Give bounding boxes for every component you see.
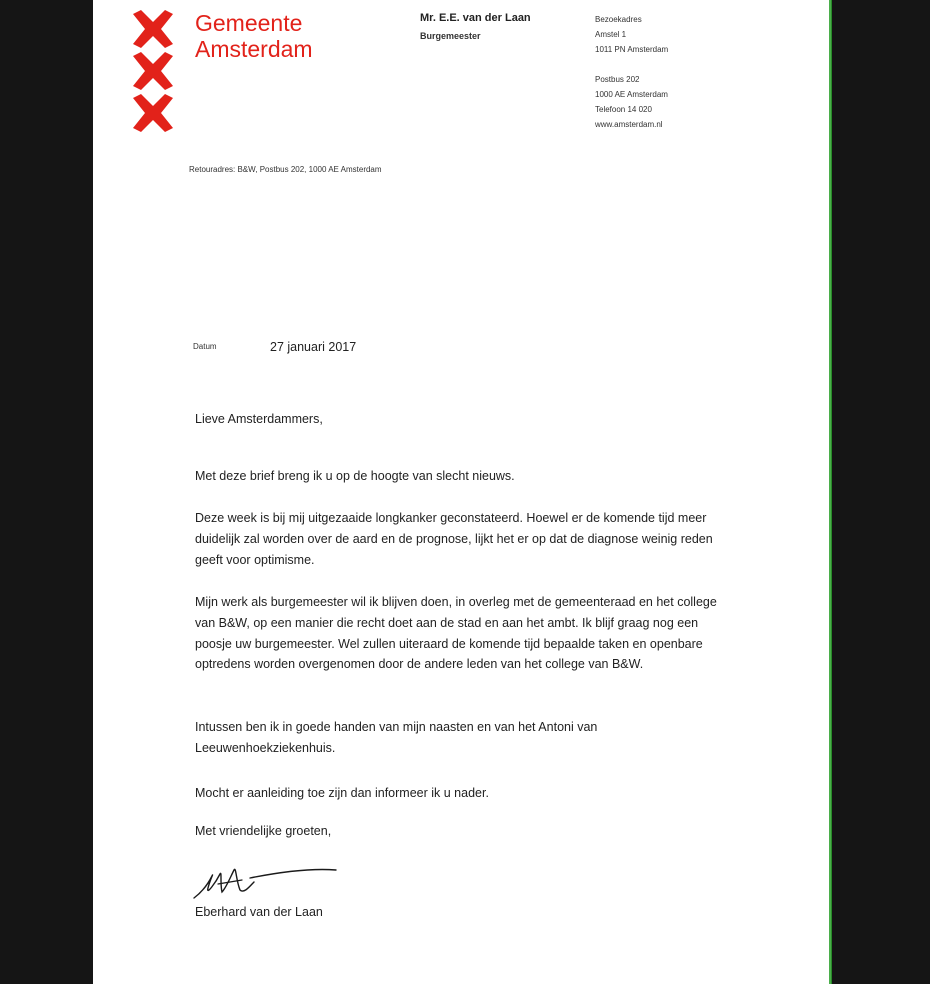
handwritten-signature: [190, 858, 340, 911]
website-link[interactable]: www.amsterdam.nl: [595, 120, 663, 129]
right-background: [832, 0, 930, 984]
postal-address: [595, 72, 668, 132]
sender-name: Mr. E.E. van der Laan: [420, 12, 531, 24]
sender-role: Burgemeester: [420, 31, 481, 41]
logo-wordmark: [195, 10, 313, 62]
return-address: Retouradres: B&W, Postbus 202, 1000 AE Amsterdam: [189, 165, 382, 174]
logo-line-1: Gemeente: [195, 10, 303, 36]
logo-line-2: Amsterdam: [195, 36, 313, 62]
andreas-cross-icon: [131, 10, 175, 136]
paragraph-1: Met deze brief breng ik u op de hoogte van slecht nieuws.: [195, 469, 515, 483]
date-value: 27 januari 2017: [270, 340, 357, 354]
visiting-address-postal: 1011 PN Amsterdam: [595, 45, 669, 54]
paragraph-3: Mijn werk als burgemeester wil ik blijven doen, in overleg met de gemeenteraad en het college van B&W, op een manier die recht doet aan de stad en aan het ambt. Ik blijf graag nog een poosje uw burgemeester. Wel zullen uiteraard de komende tijd bepaalde taken en openbare optredens worden overgenomen door de andere leden van het college van B&W.: [195, 595, 717, 672]
closing: Met vriendelijke groeten,: [195, 824, 332, 838]
paragraph-5: Mocht er aanleiding toe zijn dan informeer ik u nader.: [195, 786, 489, 800]
visiting-address-street: Amstel 1: [595, 30, 627, 39]
visiting-address: [595, 12, 668, 57]
postal-box: Postbus 202: [595, 75, 640, 84]
signer-name: Eberhard van der Laan: [195, 905, 323, 919]
visiting-address-label: Bezoekadres: [595, 15, 642, 24]
phone: Telefoon 14 020: [595, 105, 652, 114]
date-label: Datum: [193, 342, 217, 351]
paragraph-2: Deze week is bij mij uitgezaaide longkanker geconstateerd. Hoewel er de komende tijd meer duidelijk zal worden over de aard en de prognose, lijkt het er op dat de diagnose weinig reden geeft voor optimisme.: [195, 511, 713, 567]
salutation: Lieve Amsterdammers,: [195, 412, 323, 426]
paragraph-4: Intussen ben ik in goede handen van mijn naasten en van het Antoni van Leeuwenhoekziekenhuis.: [195, 720, 598, 755]
postal-code: 1000 AE Amsterdam: [595, 90, 668, 99]
